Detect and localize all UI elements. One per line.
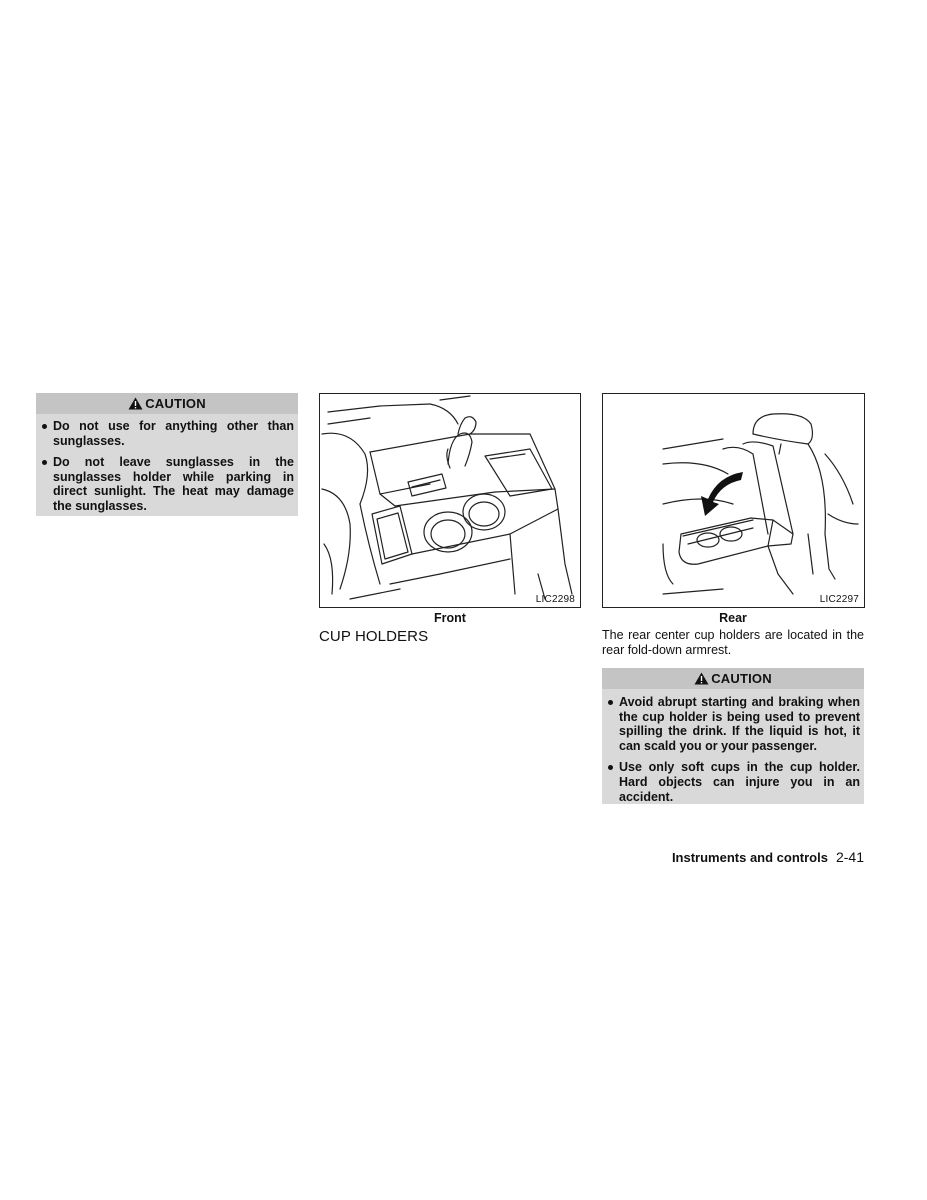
figure-code: LIC2298 [535,594,575,605]
caution-item: Use only soft cups in the cup holder. Hard objects can injure you in an accident. [606,760,860,804]
figure-caption-front: Front [434,611,466,625]
caution-list [36,414,298,520]
footer-section-name: Instruments and controls [671,850,828,865]
section-title: CUP HOLDERS [319,628,429,645]
figure-code: LIC2297 [819,594,859,605]
caution-list [602,689,864,810]
page-footer [600,849,864,865]
caution-heading [36,393,298,414]
warning-triangle-icon [694,672,709,685]
caution-box-cup-holders [602,668,864,804]
caution-heading [602,668,864,689]
caution-item: Avoid abrupt starting and braking when the cup holder is being used to prevent spilling the drink. If the liquid is hot, it can scald you or your passenger. [606,695,860,753]
figure-caption-rear: Rear [719,611,747,625]
rear-armrest-illustration [603,394,864,607]
caution-heading-text: CAUTION [145,396,206,411]
rear-cup-holder-description: The rear center cup holders are located in the rear fold-down armrest. [602,628,864,657]
page-number: 2-41 [835,849,864,865]
caution-box-sunglasses [36,393,298,516]
caution-item: Do not leave sunglasses in the sunglasses holder while parking in direct sunlight. The heat may damage the sunglasses. [40,455,294,513]
caution-heading-text: CAUTION [711,671,772,686]
figure-front-cup-holders [319,393,581,608]
caution-item: Do not use for anything other than sunglasses. [40,419,294,448]
figure-rear-cup-holders [602,393,865,608]
front-console-illustration [320,394,580,607]
warning-triangle-icon [128,397,143,410]
